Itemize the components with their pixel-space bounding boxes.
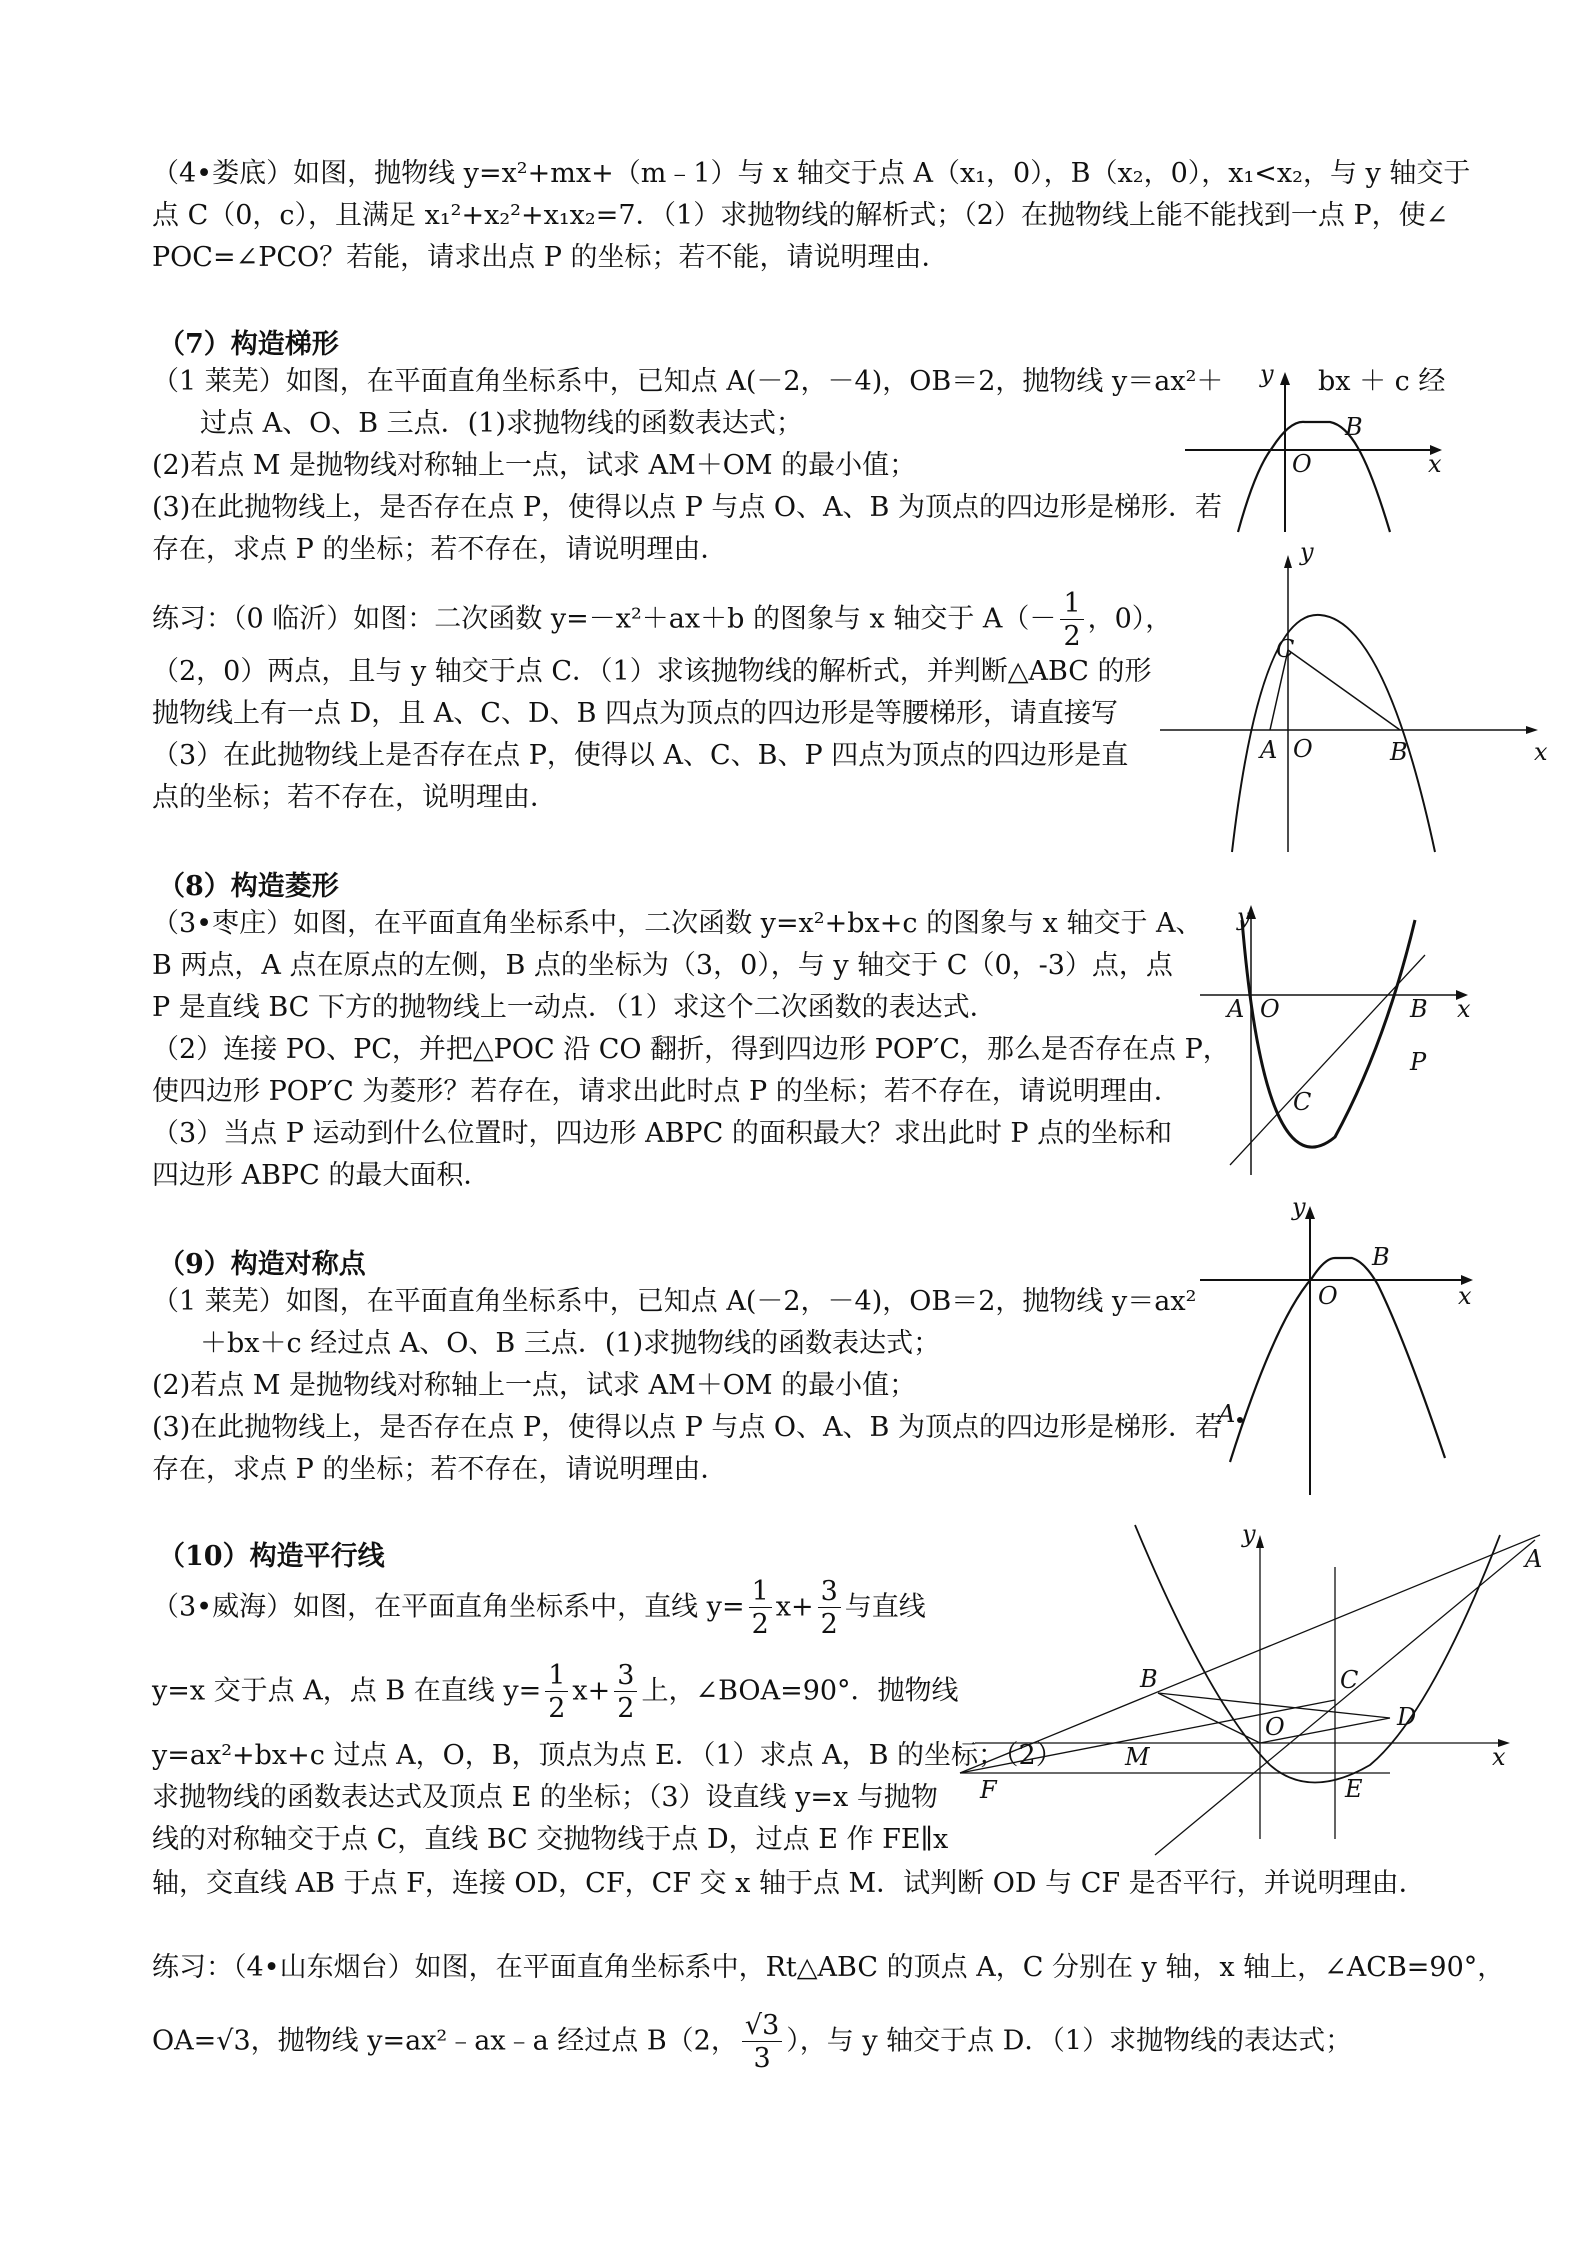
label-O: O [1293, 735, 1313, 763]
section-8-line-5: 使四边形 POP′C 为菱形？若存在，请求出此时点 P 的坐标；若不存在，请说明理由． [152, 1076, 1181, 1107]
line-y-equals-x [1155, 1540, 1535, 1855]
label-E: E [1345, 1775, 1363, 1803]
fraction-numerator: 1 [749, 1578, 772, 1608]
point-A [1237, 1417, 1243, 1423]
section-9-line-5: 存在，求点 P 的坐标；若不存在，请说明理由． [152, 1454, 728, 1485]
exercise-2-line-2-a: OA=√3，抛物线 y=ax²﹣ax﹣a 经过点 B（2， [152, 2025, 738, 2057]
label-x: x [1492, 1743, 1506, 1771]
y-axis-arrow [1284, 555, 1292, 568]
fraction-numerator: 3 [818, 1578, 841, 1608]
label-A: A [1227, 995, 1245, 1023]
figure-exercise-linyi [1160, 540, 1550, 855]
section-10-line-2-a: y=x 交于点 A，点 B 在直线 y= [152, 1675, 542, 1707]
y-axis-arrow [1305, 1206, 1315, 1219]
fraction-numerator: 1 [545, 1662, 568, 1692]
fraction [614, 1662, 637, 1722]
figure-9-graph [1200, 1190, 1480, 1500]
label-C: C [1340, 1666, 1359, 1694]
label-B: B [1140, 1665, 1158, 1693]
label-F: F [980, 1776, 997, 1804]
figure-8 [1195, 895, 1475, 1175]
segment-CB [1288, 650, 1400, 730]
fraction-half [1060, 590, 1083, 650]
section-8-line-6: （3）当点 P 运动到什么位置时，四边形 ABPC 的面积最大？求出此时 P 点的坐标和 [152, 1118, 1173, 1149]
exercise-1-line-4: （3）在此抛物线上是否存在点 P，使得以 A、C、B、P 四点为顶点的四边形是直 [152, 740, 1129, 771]
exercise-1-line-1-b: ，0）， [1087, 603, 1173, 635]
label-B: B [1410, 995, 1428, 1023]
label-x: x [1457, 995, 1471, 1023]
exercise-1-line-1-a: 练习：（0 临沂）如图：二次函数 y=－x²＋ax＋b 的图象与 x 轴交于 A（－ [152, 603, 1057, 635]
label-C: C [1276, 635, 1295, 663]
fraction-denominator: 2 [548, 1693, 566, 1724]
section-10-heading: （10）构造平行线 [158, 1541, 385, 1572]
label-x: x [1458, 1282, 1472, 1310]
section-10-line-6: 轴，交直线 AB 于点 F，连接 OD，CF，CF 交 x 轴于点 M．试判断 OD 与 CF 是否平行，并说明理由． [152, 1868, 1426, 1899]
section-7-line-1-tail: bx ＋ c 经 [1318, 366, 1446, 397]
label-D: D [1397, 1703, 1417, 1731]
label-O: O [1265, 1713, 1285, 1741]
parabola [1232, 615, 1435, 852]
section-10-line-1-a: （3•威海）如图，在平面直角坐标系中，直线 y= [152, 1591, 745, 1623]
section-8-heading: （8）构造菱形 [158, 871, 339, 902]
label-y: y [1242, 1520, 1256, 1548]
problem-4-line-3: POC=∠PCO？若能，请求出点 P 的坐标；若不能，请说明理由． [152, 242, 949, 273]
section-10-line-2-b: x+ [572, 1675, 611, 1707]
label-C: C [1293, 1088, 1312, 1116]
exercise-1-line-2: （2，0）两点，且与 y 轴交于点 C．（1）求该抛物线的解析式，并判断△ABC 的形 [152, 656, 1152, 687]
section-9-line-3: (2)若点 M 是抛物线对称轴上一点，试求 AM＋OM 的最小值； [152, 1370, 917, 1401]
label-A: A [1260, 736, 1278, 764]
parabola [1238, 422, 1390, 532]
label-O: O [1318, 1282, 1338, 1310]
label-x: x [1428, 450, 1442, 478]
fraction-denominator: 2 [751, 1609, 769, 1640]
fraction-denominator: 3 [753, 2043, 771, 2074]
label-P: P [1410, 1048, 1427, 1076]
section-7-line-2: 过点 A、O、B 三点．(1)求抛物线的函数表达式； [200, 408, 803, 439]
exercise-2-line-1: 练习：（4•山东烟台）如图，在平面直角坐标系中，Rt△ABC 的顶点 A，C 分别在 y 轴，x 轴上，∠ACB=90°， [152, 1952, 1505, 1983]
label-B: B [1345, 413, 1363, 441]
exercise-1-line-3: 抛物线上有一点 D，且 A、C、D、B 四点为顶点的四边形是等腰梯形，请直接写 [152, 698, 1119, 729]
exercise-2-line-2 [152, 2012, 1352, 2072]
fraction-numerator: 1 [1060, 590, 1083, 620]
section-10-line-3: y=ax²+bx+c 过点 A，O，B，顶点为点 E．（1）求点 A，B 的坐标；（2） [152, 1740, 1063, 1771]
y-axis-arrow [1280, 372, 1290, 385]
exercise-1-line-1 [152, 590, 1172, 650]
label-M: M [1125, 1743, 1150, 1771]
section-7-line-1: （1 莱芜）如图，在平面直角坐标系中，已知点 A(－2，－4)，OB＝2，抛物线 y＝ax²＋ [152, 366, 1224, 397]
section-10-line-1-c: 与直线 [844, 1591, 926, 1623]
label-A: A [1525, 1545, 1543, 1573]
label-y: y [1260, 360, 1274, 388]
fraction-root3-over-3 [742, 2012, 782, 2072]
section-8-line-1: （3•枣庄）如图，在平面直角坐标系中，二次函数 y=x²+bx+c 的图象与 x 轴交于 A、 [152, 908, 1203, 939]
section-10-line-1 [152, 1578, 926, 1638]
figure-10 [960, 1515, 1560, 1840]
section-10-line-5: 线的对称轴交于点 C，直线 BC 交抛物线于点 D，过点 E 作 FE∥x [152, 1824, 949, 1855]
section-7-line-5: 存在，求点 P 的坐标；若不存在，请说明理由． [152, 534, 728, 565]
figure-10-graph [960, 1515, 1560, 1840]
section-8-line-3: P 是直线 BC 下方的抛物线上一动点．（1）求这个二次函数的表达式． [152, 992, 997, 1023]
figure-9 [1200, 1190, 1480, 1500]
label-y: y [1300, 538, 1314, 566]
section-8-line-4: （2）连接 PO、PC，并把△POC 沿 CO 翻折，得到四边形 POP′C，那么是否存在点 P， [152, 1034, 1230, 1065]
fraction-numerator: 3 [614, 1662, 637, 1692]
x-axis-arrow [1526, 726, 1538, 734]
fraction-denominator: 2 [1063, 621, 1081, 652]
fraction-numerator: √3 [742, 2012, 782, 2042]
section-10-line-2-c: 上，∠BOA=90°．抛物线 [641, 1675, 959, 1707]
section-7-line-4: (3)在此抛物线上，是否存在点 P，使得以点 P 与点 O、A、B 为顶点的四边形是梯形．若 [152, 492, 1222, 523]
figure-7-graph [1180, 360, 1450, 535]
figure-8-graph [1195, 895, 1475, 1175]
section-10-line-4: 求抛物线的函数表达式及顶点 E 的坐标；（3）设直线 y=x 与抛物 [152, 1782, 938, 1813]
parabola [1135, 1525, 1500, 1783]
fraction [818, 1578, 841, 1638]
fraction [545, 1662, 568, 1722]
fraction-denominator: 2 [820, 1609, 838, 1640]
parabola [1242, 920, 1415, 1147]
exercise-2-line-2-b: ），与 y 轴交于点 D．（1）求抛物线的表达式； [786, 2025, 1353, 2057]
section-9-line-4: (3)在此抛物线上，是否存在点 P，使得以点 P 与点 O、A、B 为顶点的四边形是梯形．若 [152, 1412, 1222, 1443]
section-10-line-2 [152, 1662, 959, 1722]
figure-exercise-graph [1160, 540, 1550, 855]
label-y: y [1292, 1193, 1306, 1221]
problem-4-line-1: （4•娄底）如图，抛物线 y=x²+mx+（m﹣1）与 x 轴交于点 A（x₁，0），B（x₂，0），x₁<x₂，与 y 轴交于 [152, 158, 1471, 189]
exercise-1-line-5: 点的坐标；若不存在，说明理由． [152, 782, 557, 813]
section-10-line-1-b: x+ [775, 1591, 814, 1623]
y-axis-arrow [1256, 1535, 1264, 1548]
section-8-line-2: B 两点，A 点在原点的左侧，B 点的坐标为（3，0），与 y 轴交于 C（0，-3）点，点 [152, 950, 1173, 981]
label-B: B [1390, 738, 1408, 766]
fraction-denominator: 2 [617, 1693, 635, 1724]
section-7-heading: （7）构造梯形 [158, 329, 339, 360]
section-8-line-7: 四边形 ABPC 的最大面积． [152, 1160, 491, 1191]
section-9-line-2: ＋bx＋c 经过点 A、O、B 三点．(1)求抛物线的函数表达式； [200, 1328, 941, 1359]
label-y: y [1237, 903, 1251, 931]
label-O: O [1260, 995, 1280, 1023]
problem-4-line-2: 点 C（0，c），且满足 x₁²+x₂²+x₁x₂=7．（1）求抛物线的解析式；（2）在抛物线上能不能找到一点 P，使∠ [152, 200, 1449, 231]
section-7-line-3: (2)若点 M 是抛物线对称轴上一点，试求 AM＋OM 的最小值； [152, 450, 917, 481]
line-AB [960, 1535, 1543, 1773]
fraction [749, 1578, 772, 1638]
line-BC [1230, 955, 1425, 1165]
label-B: B [1372, 1243, 1390, 1271]
section-9-heading: （9）构造对称点 [158, 1249, 366, 1280]
label-A: A [1218, 1400, 1236, 1428]
label-O: O [1292, 450, 1312, 478]
section-9-line-1: （1 莱芜）如图，在平面直角坐标系中，已知点 A(－2，－4)，OB＝2，抛物线 y＝ax² [152, 1286, 1197, 1317]
label-x: x [1534, 738, 1548, 766]
figure-7 [1180, 360, 1450, 535]
